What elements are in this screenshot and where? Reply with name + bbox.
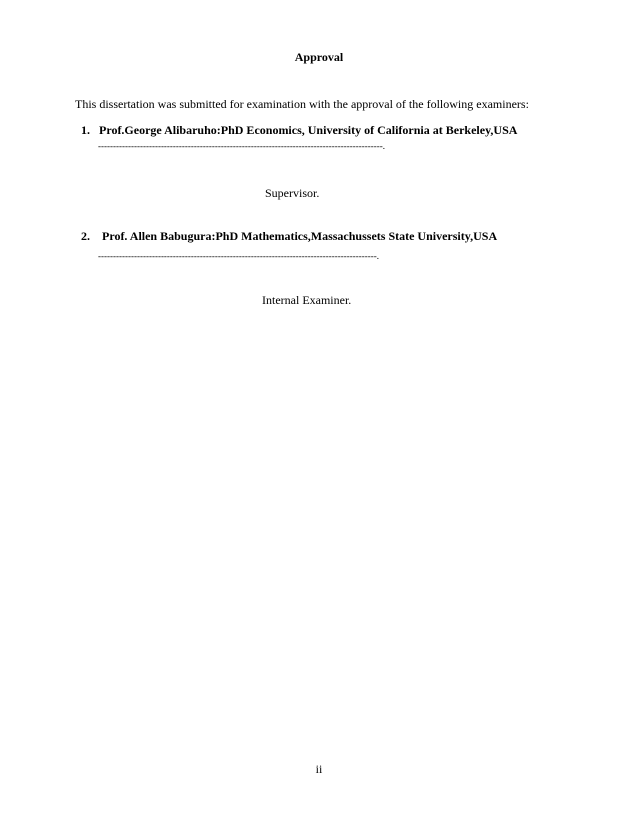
page-number: ii	[315, 762, 323, 776]
examiner-2-number: 2.	[81, 229, 90, 243]
examiner-2-name: Prof. Allen Babugura:PhD Mathematics,Massachussets State University,USA	[99, 229, 498, 243]
examiner-1-entry	[81, 123, 517, 138]
examiner-2-entry	[81, 229, 497, 244]
examiner-1-name: Prof.George Alibaruho:PhD Economics, University of California at Berkeley,USA	[99, 123, 518, 137]
examiner-2-role: Internal Examiner.	[262, 293, 352, 307]
examiner-1-number: 1.	[81, 123, 90, 137]
intro-paragraph: This dissertation was submitted for examination with the approval of the following examiners:	[75, 97, 529, 111]
examiner-1-role: Supervisor.	[265, 186, 320, 200]
page-title: Approval	[294, 50, 344, 64]
examiner-2-signature-line: ---------------------------------------------------------------------------------------------.	[98, 251, 379, 261]
examiner-1-signature-line: -----------------------------------------------------------------------------------------------.	[98, 141, 385, 151]
